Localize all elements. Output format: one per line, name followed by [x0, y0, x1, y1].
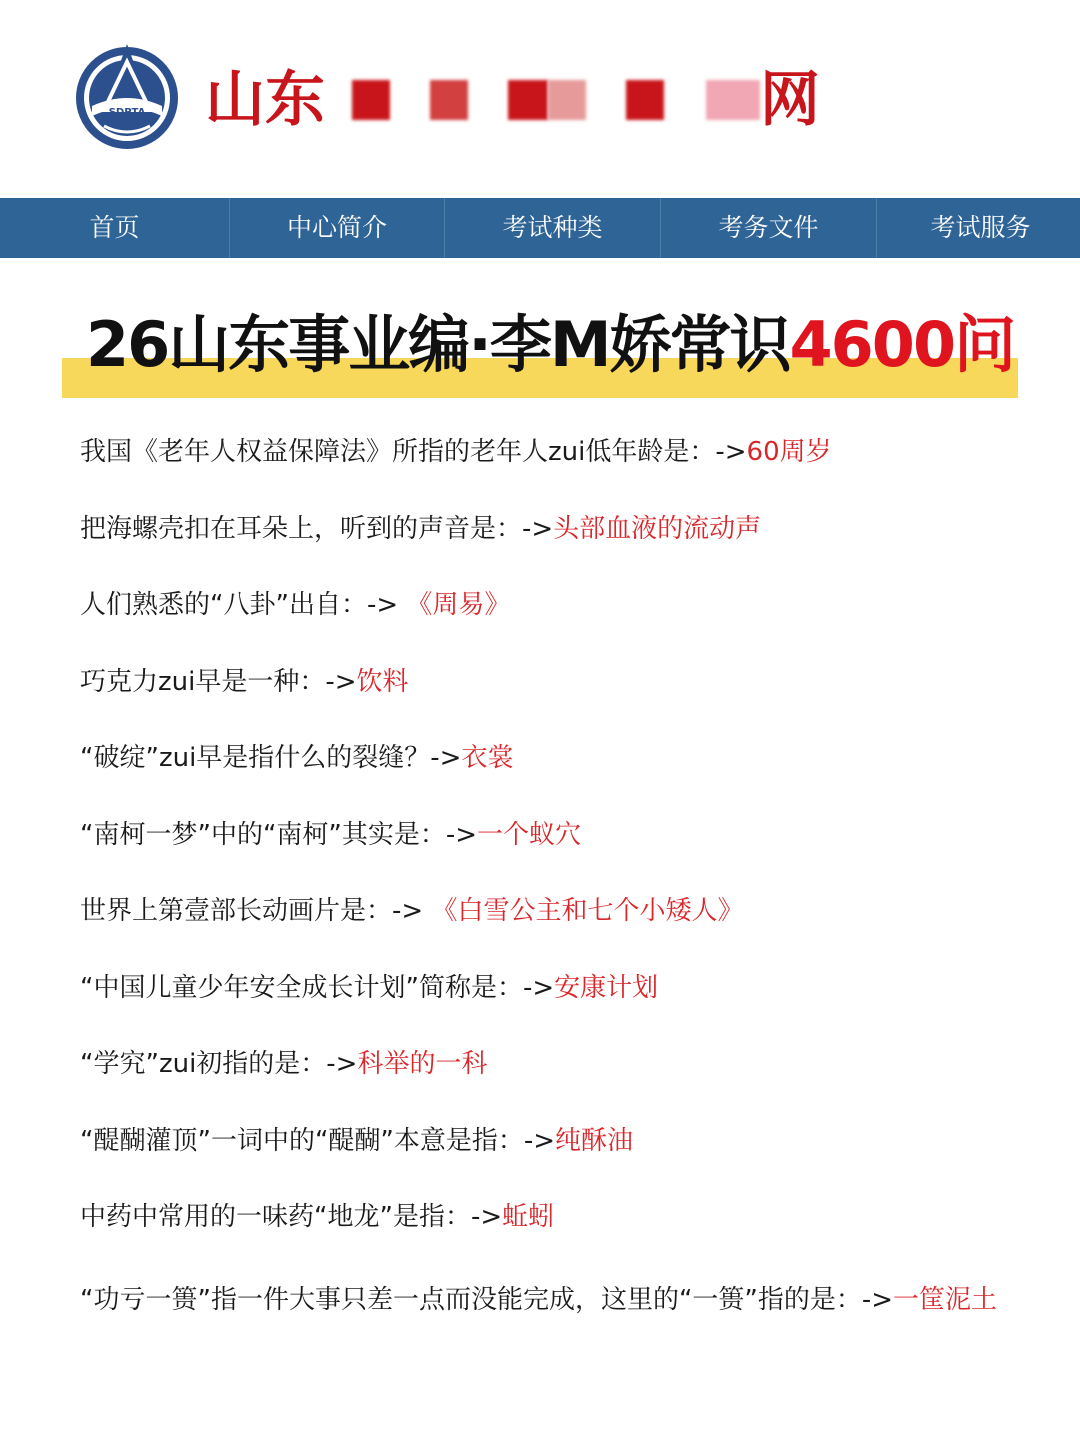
question: “南柯一梦”中的“南柯”其实是：->: [80, 819, 478, 850]
answer: 科举的一科: [357, 1049, 488, 1079]
qa-item: [80, 420, 1020, 497]
qa-item: [80, 1185, 1020, 1262]
site-title-start: 山东: [205, 65, 325, 135]
nav-item-center-intro[interactable]: 中心简介: [230, 198, 445, 258]
question: 人们熟悉的“八卦”出自：->: [80, 590, 407, 620]
answer: 纯酥油: [555, 1125, 634, 1156]
answer: 安康计划: [554, 972, 659, 1003]
answer: 一筐泥土: [893, 1284, 998, 1315]
qa-item: [80, 803, 1020, 880]
answer: 一个蚁穴: [477, 819, 582, 850]
answer: 蚯蚓: [502, 1202, 555, 1232]
nav-item-home[interactable]: 首页: [0, 198, 230, 258]
qa-item: [80, 650, 1020, 727]
qa-item: [80, 1032, 1020, 1109]
qa-item: [80, 956, 1020, 1033]
answer: 《周易》: [406, 590, 511, 620]
question: 世界上第壹部长动画片是：->: [80, 896, 432, 926]
question: 我国《老年人权益保障法》所指的老年人zui低年龄是：->: [80, 437, 747, 467]
title-main: 26山东事业编·李M娇常识: [86, 308, 790, 381]
logo-text: SDPTA: [108, 107, 146, 118]
answer: 衣裳: [461, 743, 514, 773]
answer: 饮料: [356, 666, 409, 697]
question: 巧克力zui早是一种：->: [80, 666, 357, 697]
qa-item: [80, 1109, 1020, 1186]
question: 中药中常用的一味药“地龙”是指：->: [80, 1202, 503, 1232]
question: “中国儿童少年安全成长计划”简称是：->: [80, 972, 555, 1003]
headline-banner: [62, 300, 1018, 400]
main-navigation: [0, 198, 1080, 258]
qa-list: [80, 420, 1020, 1338]
question: 把海螺壳扣在耳朵上，听到的声音是：->: [80, 513, 554, 544]
nav-item-exam-services[interactable]: 考试服务: [930, 213, 1031, 242]
sdpta-logo[interactable]: [74, 40, 180, 150]
nav-item-exam-documents[interactable]: 考务文件: [661, 198, 877, 258]
qa-item: [80, 879, 1020, 956]
redacted-site-name: [340, 74, 760, 130]
nav-item-exam-types[interactable]: 考试种类: [445, 198, 661, 258]
answer: 60周岁: [746, 437, 832, 467]
page-title: [86, 302, 1014, 388]
question: “破绽”zui早是指什么的裂缝？->: [80, 743, 462, 773]
qa-item: [80, 497, 1020, 574]
title-highlight: 4600问: [789, 308, 1015, 381]
question: “学究”zui初指的是：->: [80, 1049, 358, 1079]
site-header: [0, 0, 1080, 198]
qa-item: [80, 1262, 1020, 1339]
question: “功亏一篑”指一件大事只差一点而没能完成，这里的“一篑”指的是：->: [80, 1284, 894, 1315]
site-title-end: 网: [760, 65, 820, 135]
question: “醍醐灌顶”一词中的“醍醐”本意是指：->: [80, 1125, 556, 1156]
qa-item: [80, 573, 1020, 650]
answer: 《白雪公主和七个小矮人》: [431, 896, 744, 926]
qa-item: [80, 726, 1020, 803]
answer: 头部血液的流动声: [553, 513, 762, 544]
